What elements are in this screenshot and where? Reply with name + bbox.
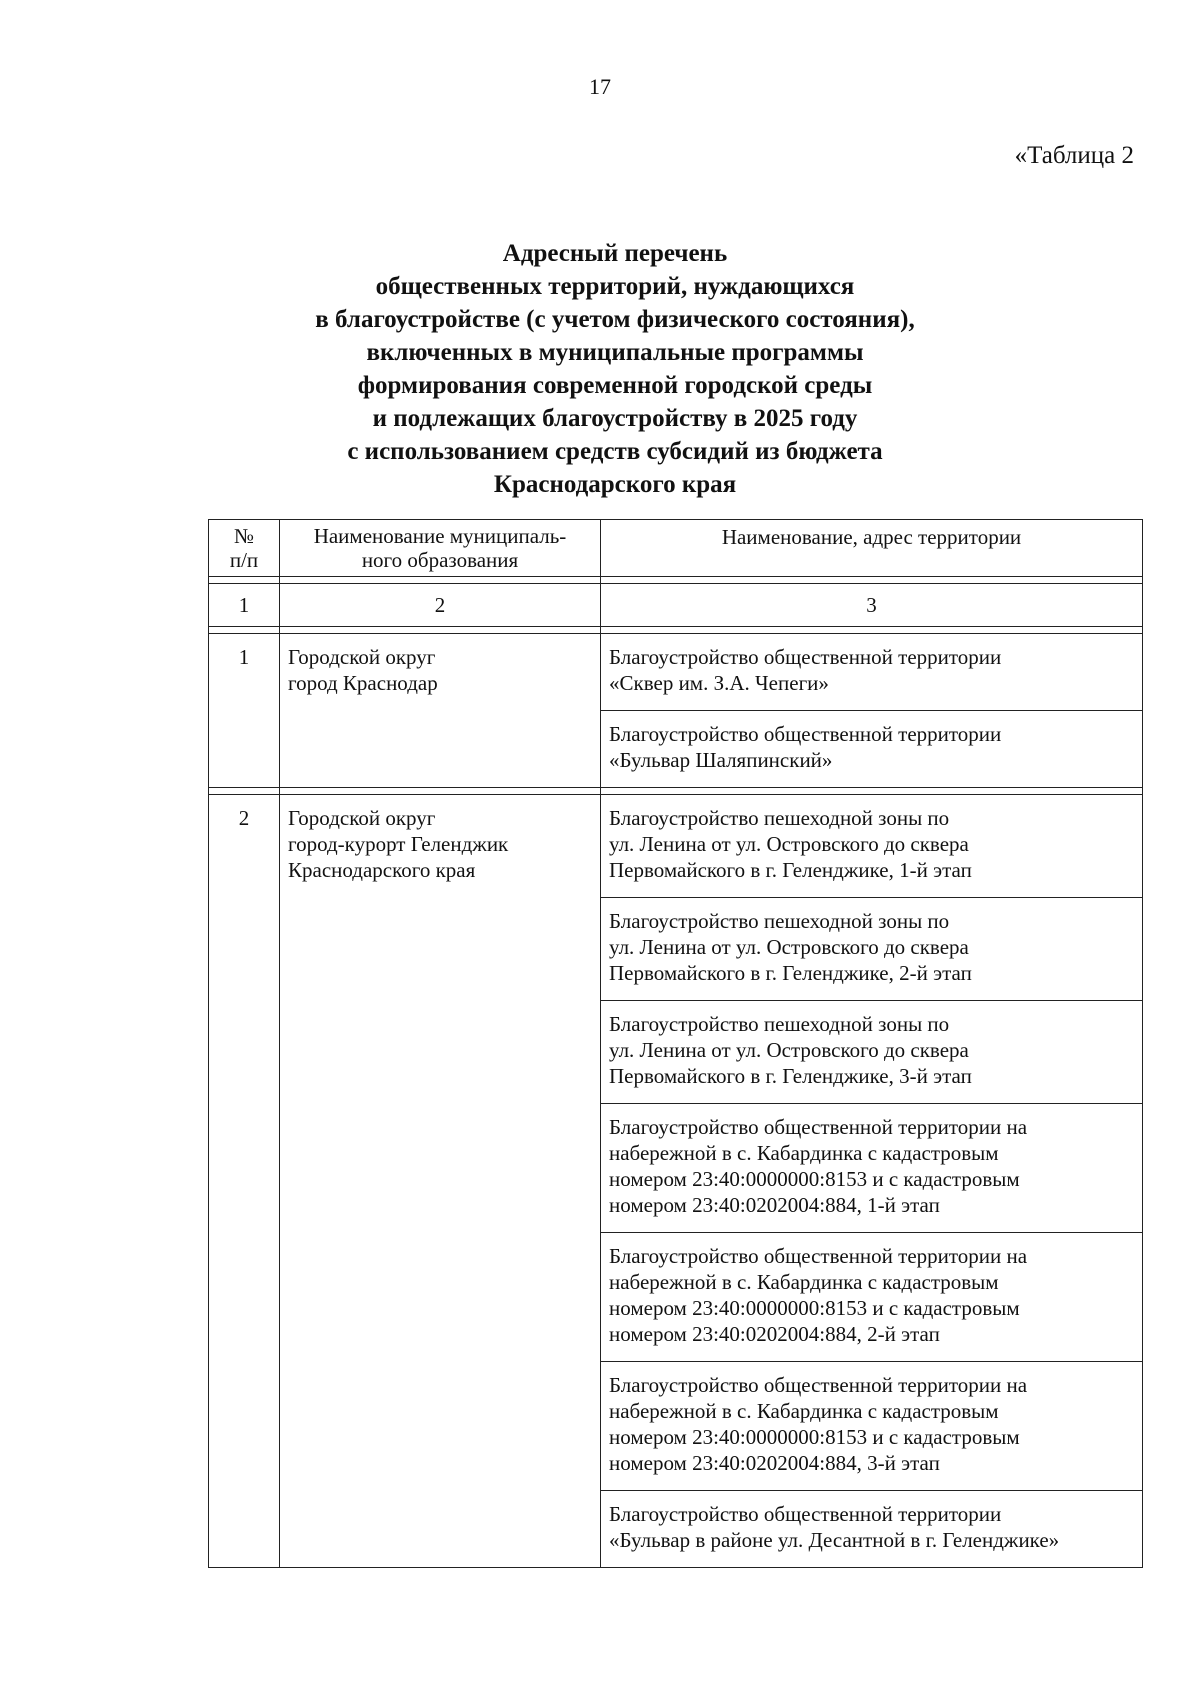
row-number: 1 — [209, 634, 280, 788]
territory-line: ул. Ленина от ул. Островского до сквера — [609, 935, 969, 959]
territory-line: Благоустройство пешеходной зоны по — [609, 806, 950, 830]
municipality-line: Краснодарского края — [288, 858, 476, 882]
territory-line: номером 23:40:0202004:884, 2-й этап — [609, 1322, 940, 1346]
municipality-cell — [280, 634, 601, 788]
document-title — [0, 237, 1200, 501]
territory-line: набережной в с. Кабардинка с кадастровым — [609, 1399, 999, 1423]
header-municipality-line: Наименование муниципаль- — [313, 524, 567, 548]
row-number: 2 — [209, 795, 280, 1568]
municipality-line: город-курорт Геленджик — [288, 832, 509, 856]
title-line: включенных в муниципальные программы — [366, 339, 864, 366]
column-index-row — [209, 584, 1143, 627]
header-number-line: п/п — [229, 548, 259, 572]
territory-line: Благоустройство общественной территории на — [609, 1115, 1028, 1139]
territory-line: ул. Ленина от ул. Островского до сквера — [609, 832, 969, 856]
territory-cell — [601, 898, 1143, 1001]
page-number: 17 — [589, 74, 611, 99]
title-line: Краснодарского края — [493, 471, 737, 498]
territory-line: «Бульвар Шаляпинский» — [609, 748, 833, 772]
territory-cell — [601, 711, 1143, 788]
territory-line: Первомайского в г. Геленджике, 1-й этап — [609, 858, 972, 882]
territory-cell — [601, 1362, 1143, 1491]
header-number-line: № — [233, 524, 255, 548]
territory-cell — [601, 1233, 1143, 1362]
title-line: в благоустройстве (с учетом физического состояния), — [315, 306, 915, 333]
header-number — [209, 520, 280, 577]
header-municipality — [280, 520, 601, 577]
column-index: 1 — [209, 584, 280, 627]
municipality-cell — [280, 795, 601, 1568]
territory-line: Благоустройство общественной территории — [609, 645, 1002, 669]
territory-line: Первомайского в г. Геленджике, 3-й этап — [609, 1064, 972, 1088]
territory-line: «Бульвар в районе ул. Десантной в г. Геленджике» — [609, 1528, 1060, 1552]
table-row — [209, 795, 1143, 898]
territory-line: набережной в с. Кабардинка с кадастровым — [609, 1141, 999, 1165]
territory-line: Благоустройство пешеходной зоны по — [609, 1012, 950, 1036]
territory-line: набережной в с. Кабардинка с кадастровым — [609, 1270, 999, 1294]
territory-line: Благоустройство общественной территории — [609, 722, 1002, 746]
territory-cell — [601, 1104, 1143, 1233]
territory-line: Благоустройство общественной территории на — [609, 1244, 1028, 1268]
territory-line: ул. Ленина от ул. Островского до сквера — [609, 1038, 969, 1062]
territories-table — [208, 519, 1143, 1568]
territory-line: «Сквер им. З.А. Чепеги» — [609, 671, 829, 695]
header-municipality-line: ного образования — [361, 548, 519, 572]
municipality-line: город Краснодар — [288, 671, 438, 695]
table-row — [209, 634, 1143, 711]
column-index: 2 — [280, 584, 601, 627]
territory-line: номером 23:40:0000000:8153 и с кадастровым — [609, 1425, 1020, 1449]
title-line: Адресный перечень — [502, 240, 728, 267]
territory-cell — [601, 1001, 1143, 1104]
table-separator — [209, 788, 1143, 795]
territory-cell — [601, 634, 1143, 711]
title-line: формирования современной городской среды — [357, 372, 873, 399]
territory-line: номером 23:40:0202004:884, 1-й этап — [609, 1193, 940, 1217]
territory-cell — [601, 795, 1143, 898]
column-index: 3 — [601, 584, 1143, 627]
territory-line: Благоустройство общественной территории на — [609, 1373, 1028, 1397]
territory-line: номером 23:40:0202004:884, 3-й этап — [609, 1451, 940, 1475]
title-line: общественных территорий, нуждающихся — [375, 273, 855, 300]
title-line: и подлежащих благоустройству в 2025 году — [372, 405, 858, 432]
territory-line: номером 23:40:0000000:8153 и с кадастровым — [609, 1167, 1020, 1191]
territory-line: Благоустройство общественной территории — [609, 1502, 1002, 1526]
table-label: «Таблица 2 — [1014, 142, 1134, 169]
municipality-line: Городской округ — [288, 645, 436, 669]
municipality-line: Городской округ — [288, 806, 436, 830]
territory-line: Благоустройство пешеходной зоны по — [609, 909, 950, 933]
table-separator — [209, 627, 1143, 634]
territory-cell — [601, 1491, 1143, 1568]
title-line: с использованием средств субсидий из бюджета — [347, 438, 883, 465]
table-header-row — [209, 520, 1143, 577]
territory-line: Первомайского в г. Геленджике, 2-й этап — [609, 961, 972, 985]
territory-line: номером 23:40:0000000:8153 и с кадастровым — [609, 1296, 1020, 1320]
table-separator — [209, 577, 1143, 584]
header-territory: Наименование, адрес территории — [601, 520, 1143, 577]
